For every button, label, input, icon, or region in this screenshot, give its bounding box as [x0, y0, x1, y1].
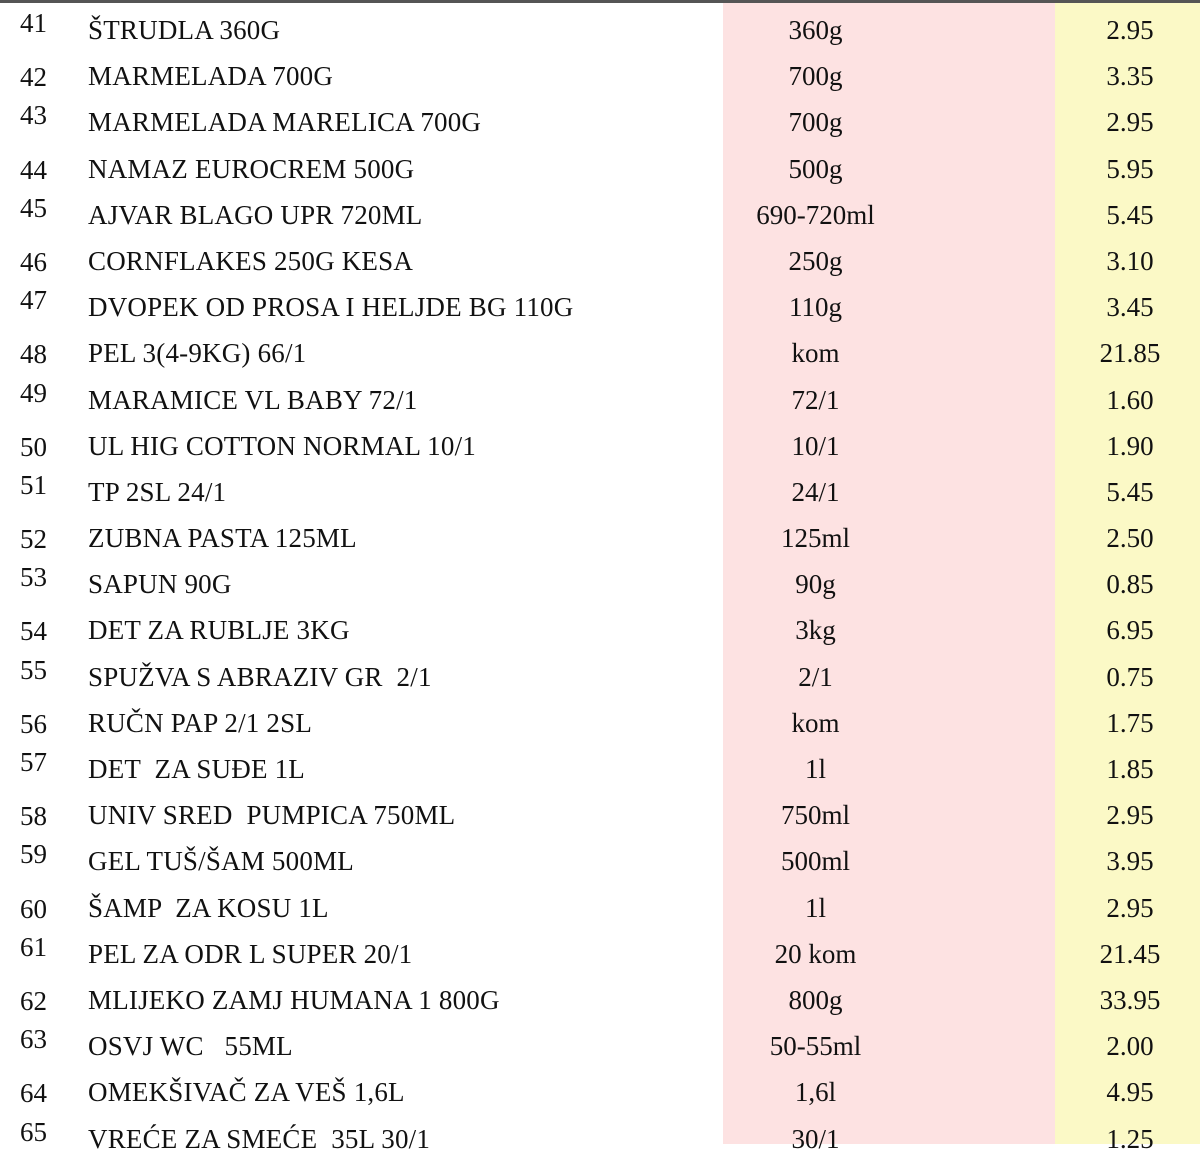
row-number: 57 — [20, 747, 47, 777]
product-unit: 500g — [788, 153, 843, 184]
table-row — [0, 884, 1200, 930]
table-row — [0, 422, 1200, 468]
table-row — [0, 237, 1200, 283]
table-row — [0, 1022, 1200, 1068]
product-name: ŠAMP ZA KOSU 1L — [88, 892, 329, 923]
row-number: 42 — [20, 62, 47, 93]
row-number: 44 — [20, 154, 47, 185]
table-row — [0, 837, 1200, 883]
product-unit: 72/1 — [791, 384, 840, 415]
row-number: 56 — [20, 708, 47, 739]
row-number: 46 — [20, 246, 47, 277]
row-number: 55 — [20, 654, 47, 685]
product-name: PEL ZA ODR L SUPER 20/1 — [88, 938, 413, 969]
table-row — [0, 930, 1200, 976]
product-unit: 1l — [804, 754, 826, 784]
product-price: 5.95 — [1106, 153, 1154, 184]
row-number: 50 — [20, 431, 47, 462]
row-number: 51 — [20, 469, 47, 500]
product-price: 0.75 — [1106, 661, 1154, 692]
row-number: 62 — [20, 985, 47, 1016]
product-price: 0.85 — [1106, 569, 1154, 600]
row-number: 65 — [20, 1116, 47, 1147]
table-row — [0, 745, 1200, 791]
row-number: 64 — [20, 1078, 47, 1109]
product-name: MARMELADA 700G — [88, 61, 334, 92]
product-unit: kom — [791, 338, 840, 369]
table-row — [0, 1068, 1200, 1114]
product-name: GEL TUŠ/ŠAM 500ML — [88, 846, 354, 877]
product-unit: 360g — [788, 15, 843, 45]
table-row — [0, 6, 1200, 52]
row-number: 48 — [20, 339, 47, 370]
product-unit: 20 kom — [774, 938, 857, 969]
product-name: RUČN PAP 2/1 2SL — [88, 707, 313, 738]
product-unit: 1l — [804, 892, 826, 923]
table-row — [0, 98, 1200, 144]
product-name: SPUŽVA S ABRAZIV GR 2/1 — [88, 661, 432, 692]
table-row — [0, 606, 1200, 652]
product-price: 2.00 — [1106, 1031, 1154, 1062]
product-name: PEL 3(4-9KG) 66/1 — [88, 338, 307, 369]
product-name: MLIJEKO ZAMJ HUMANA 1 800G — [88, 984, 500, 1015]
product-name: AJVAR BLAGO UPR 720ML — [88, 199, 423, 230]
table-row — [0, 653, 1200, 699]
product-price: 3.45 — [1106, 292, 1154, 323]
product-name: TP 2SL 24/1 — [88, 476, 227, 507]
row-number: 54 — [20, 616, 47, 647]
product-unit: 50-55ml — [769, 1031, 862, 1062]
row-number: 53 — [20, 562, 47, 593]
row-number: 63 — [20, 1024, 47, 1055]
product-unit: 800g — [788, 984, 843, 1015]
product-unit: 3kg — [795, 615, 836, 646]
product-price: 2.95 — [1106, 107, 1154, 138]
row-number: 41 — [20, 8, 47, 38]
product-price: 6.95 — [1106, 615, 1154, 646]
product-unit: 110g — [789, 292, 842, 323]
product-name: VREĆE ZA SMEĆE 35L 30/1 — [88, 1123, 431, 1154]
product-price: 2.50 — [1106, 523, 1154, 554]
product-name: DVOPEK OD PROSA I HELJDE BG 110G — [88, 292, 574, 323]
product-price: 1.60 — [1106, 384, 1154, 415]
table-row — [0, 699, 1200, 745]
table-row — [0, 468, 1200, 514]
product-unit: 90g — [795, 569, 836, 600]
product-price: 3.10 — [1106, 245, 1154, 276]
product-price: 21.85 — [1099, 338, 1161, 369]
row-number: 45 — [20, 192, 47, 223]
row-number: 58 — [20, 801, 47, 832]
product-price: 4.95 — [1106, 1077, 1154, 1108]
product-unit: 700g — [788, 61, 843, 92]
row-number: 43 — [20, 100, 47, 131]
product-unit: 750ml — [780, 800, 850, 831]
product-unit: 30/1 — [791, 1123, 840, 1154]
product-unit: kom — [791, 707, 840, 738]
product-name: MARAMICE VL BABY 72/1 — [88, 384, 418, 415]
table-row — [0, 329, 1200, 375]
product-name: UNIV SRED PUMPICA 750ML — [88, 800, 456, 831]
product-name: SAPUN 90G — [88, 569, 232, 600]
product-price: 1.75 — [1106, 707, 1154, 738]
table-row — [0, 376, 1200, 422]
table-row — [0, 52, 1200, 98]
product-price: 1.25 — [1106, 1123, 1154, 1154]
product-unit: 24/1 — [791, 476, 840, 507]
product-price: 21.45 — [1099, 938, 1161, 969]
product-name: ZUBNA PASTA 125ML — [88, 523, 357, 554]
product-name: NAMAZ EUROCREM 500G — [88, 153, 415, 184]
row-number: 60 — [20, 893, 47, 924]
table-row — [0, 791, 1200, 837]
product-price: 3.95 — [1106, 846, 1154, 877]
product-unit: 690-720ml — [756, 199, 875, 230]
product-price: 2.95 — [1106, 892, 1154, 923]
product-price: 33.95 — [1099, 984, 1161, 1015]
price-list-table — [0, 6, 1200, 1161]
product-unit: 250g — [788, 245, 843, 276]
product-unit: 1,6l — [794, 1077, 837, 1108]
product-price: 2.95 — [1106, 15, 1154, 45]
product-price: 3.35 — [1106, 61, 1154, 92]
table-row — [0, 560, 1200, 606]
product-name: DET ZA RUBLJE 3KG — [88, 615, 350, 646]
product-price: 2.95 — [1106, 800, 1154, 831]
product-price: 5.45 — [1106, 476, 1154, 507]
table-row — [0, 514, 1200, 560]
table-row — [0, 1115, 1200, 1161]
product-unit: 700g — [788, 107, 843, 138]
product-unit: 2/1 — [798, 661, 833, 692]
product-name: OMEKŠIVAČ ZA VEŠ 1,6L — [88, 1077, 405, 1108]
product-price: 1.90 — [1106, 430, 1154, 461]
product-price: 5.45 — [1106, 199, 1154, 230]
product-name: DET ZA SUĐE 1L — [88, 754, 305, 784]
product-name: OSVJ WC 55ML — [88, 1031, 293, 1062]
table-row — [0, 976, 1200, 1022]
row-number: 61 — [20, 931, 47, 962]
row-number: 59 — [20, 839, 47, 870]
table-row — [0, 145, 1200, 191]
table-row — [0, 283, 1200, 329]
product-unit: 10/1 — [791, 430, 840, 461]
product-name: MARMELADA MARELICA 700G — [88, 107, 482, 138]
product-name: UL HIG COTTON NORMAL 10/1 — [88, 430, 476, 461]
product-name: ŠTRUDLA 360G — [88, 15, 281, 45]
row-number: 47 — [20, 285, 47, 316]
product-unit: 125ml — [780, 523, 850, 554]
table-row — [0, 191, 1200, 237]
product-price: 1.85 — [1106, 754, 1154, 784]
row-number: 49 — [20, 377, 47, 408]
row-number: 52 — [20, 524, 47, 555]
product-unit: 500ml — [780, 846, 850, 877]
product-name: CORNFLAKES 250G KESA — [88, 245, 414, 276]
